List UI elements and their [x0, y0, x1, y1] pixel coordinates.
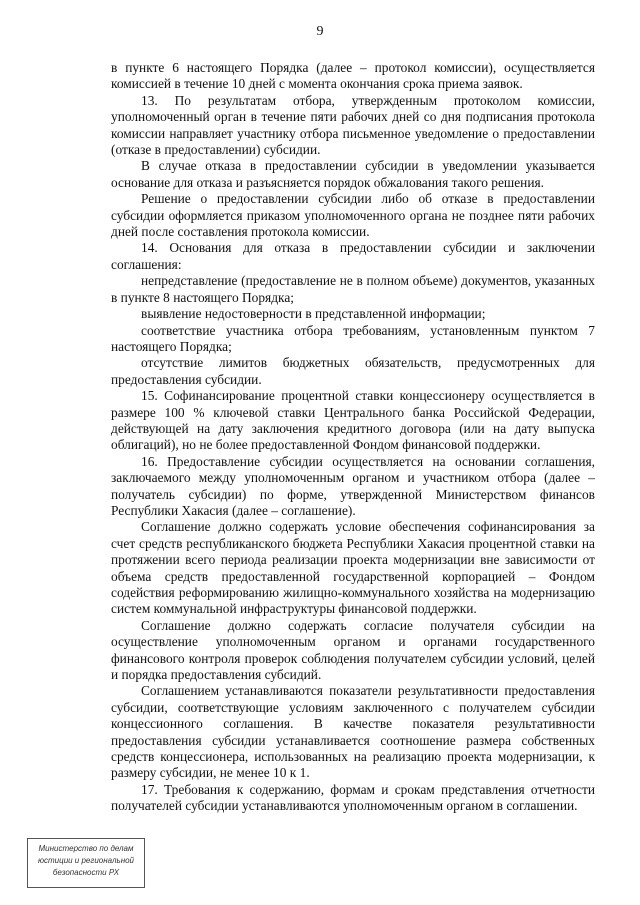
paragraph-15: 17. Требования к содержанию, формам и срокам представления отчетности получателей субсидии устанавливаются уполномоченным органом в соглашении.: [111, 781, 595, 814]
paragraph-1: в пункте 6 настоящего Порядка (далее – протокол комиссии), осуществляется комиссией в течение 10 дней с момента окончания срока приема заявок.: [111, 60, 595, 92]
paragraph-4: Решение о предоставлении субсидии либо об отказе в предоставлении субсидии оформляется приказом уполномоченного органа не позднее пяти рабочих дней после составления протокола комиссии.: [111, 191, 595, 240]
paragraph-9: отсутствие лимитов бюджетных обязательств, предусмотренных для предоставления субсидии.: [111, 355, 595, 387]
paragraph-3: В случае отказа в предоставлении субсидии в уведомлении указывается основание для отказа и разъясняется порядок обжалования такого решения.: [111, 158, 595, 190]
registration-stamp: [27, 838, 145, 888]
paragraph-14: Соглашением устанавливаются показатели результативности предоставления субсидии, соответствующие условиям заключенного с получателем субсидии концессионного соглашения. В качестве показателя результативности предоставления субсидии устанавливается соотношение размера собственных средств концессионера, использованных на реализацию проекта модернизации, к размеру субсидии, не менее 10 к 1.: [111, 683, 595, 781]
document-body: [111, 60, 595, 815]
paragraph-12: Соглашение должно содержать условие обеспечения софинансирования за счет средств республиканского бюджета Республики Хакасия процентной ставки на протяжении всего периода реализации проекта модернизации вне зависимости от объема средств предоставленной государственной корпорацией – Фондом содействия реформированию жилищно-коммунального хозяйства на модернизацию систем коммунальной инфраструктуры финансовой поддержки.: [111, 519, 595, 617]
paragraph-10: 15. Софинансирование процентной ставки концессионеру осуществляется в размере 100 % ключевой ставки Центрального банка Российской Федерации, действующей на дату заключения кредитного договора (или на дату выпуска облигаций), но не более предоставленной Фондом финансовой поддержки.: [111, 388, 595, 453]
paragraph-8: соответствие участника отбора требованиям, установленным пунктом 7 настоящего Порядка;: [111, 322, 595, 354]
stamp-line-1: Министерство по делам: [38, 844, 134, 853]
paragraph-2: 13. По результатам отбора, утвержденным протоколом комиссии, уполномоченный орган в течение пяти рабочих дней со дня подписания протокола комиссии направляет участнику отбора письменное уведомление о предоставлении (отказе в предоставлении) субсидии.: [111, 92, 595, 158]
stamp-line-2: юстиции и региональной: [37, 856, 135, 865]
paragraph-6: непредставление (предоставление не в полном объеме) документов, указанных в пункте 8 настоящего Порядка;: [111, 273, 595, 305]
paragraph-11: 16. Предоставление субсидии осуществляется на основании соглашения, заключаемого между уполномоченным органом и участником отбора (далее – получатель субсидии) по форме, утвержденной Министерством финансов Республики Хакасия (далее – соглашение).: [111, 453, 595, 518]
stamp-line-3: безопасности РХ: [52, 868, 120, 877]
page-number: 9: [316, 24, 324, 39]
paragraph-5: 14. Основания для отказа в предоставлении субсидии и заключении соглашения:: [111, 240, 595, 272]
paragraph-13: Соглашение должно содержать согласие получателя субсидии на осуществление уполномоченным органом и органами государственного финансового контроля проверок соблюдения получателем субсидии условий, целей и порядка предоставления субсидий.: [111, 617, 595, 683]
paragraph-7: выявление недостоверности в представленной информации;: [141, 306, 486, 322]
